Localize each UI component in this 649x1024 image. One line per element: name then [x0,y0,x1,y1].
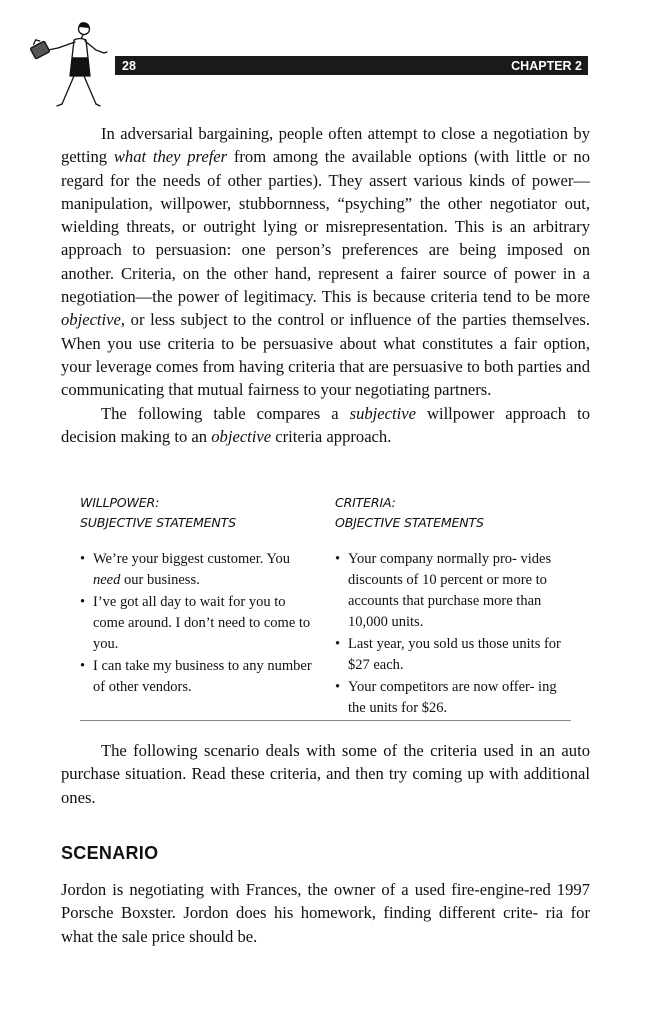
list-item: • I can take my business to any number of other vendors. [80,656,312,698]
list-item: • I’ve got all day to wait for you to come around. I don’t need to come to you. [80,592,312,655]
criteria-list [335,549,571,719]
after-table-text [61,739,590,809]
list-item: • Your company normally pro- vides discounts of 10 percent or more to accounts that purchase more than 10,000 units. [335,549,571,633]
page-header-bar [115,56,588,75]
scenario-paragraph: Jordon is negotiating with Frances, the owner of a used fire-engine-red 1997 Porsche Boxster. Jordon does his homework, finding different crite- ria for what the sale price should be. [61,880,590,946]
list-item: • Last year, you sold us those units for $27 each. [335,634,571,676]
willpower-heading: WILLPOWER: SUBJECTIVE STATEMENTS [80,495,236,530]
page-number: 28 [122,58,136,73]
scenario-text [61,878,590,948]
list-item: • Your competitors are now offer- ing the units for $26. [335,677,571,719]
criteria-column [335,493,571,720]
scenario-heading: SCENARIO [61,843,159,863]
intro-paragraph-1: In adversarial bargaining, people often attempt to close a negotiation by getting what they prefer from among the available options (with little or no regard for the needs of other parties). They assert various kinds of power—manipulation, willpower, stubbornness, “psyching” the other negotiator out, wielding threats, or outright lying or misrepresentation. This is an arbitrary approach to persuasion: one person’s preferences are being imposed on another. Criteria, on the other hand, represent a fairer source of power in a negotiation—the power of legitimacy. This is because criteria tend to be more objective, or less subject to the control or influence of the parties themselves. When you use criteria to be persuasive about what constitutes a fair option, your leverage comes from having criteria that are persuasive to both parties and communicating that mutual fairness to your negotiating partners. [61,124,590,400]
intro-paragraph-2: The following table compares a subjective willpower approach to decision making to an objective criteria approach. [61,403,590,446]
willpower-column [80,493,312,699]
businesswoman-illustration [28,20,108,108]
intro-text [61,122,590,448]
list-item: • We’re your biggest customer. You need our business. [80,549,312,591]
table-bottom-rule [80,720,571,721]
chapter-label: CHAPTER 2 [511,58,582,73]
criteria-heading: CRITERIA: OBJECTIVE STATEMENTS [335,495,484,530]
willpower-list [80,549,312,698]
after-table-paragraph: The following scenario deals with some of the criteria used in an auto purchase situation. Read these criteria, and then try coming up with additional ones. [61,741,590,807]
